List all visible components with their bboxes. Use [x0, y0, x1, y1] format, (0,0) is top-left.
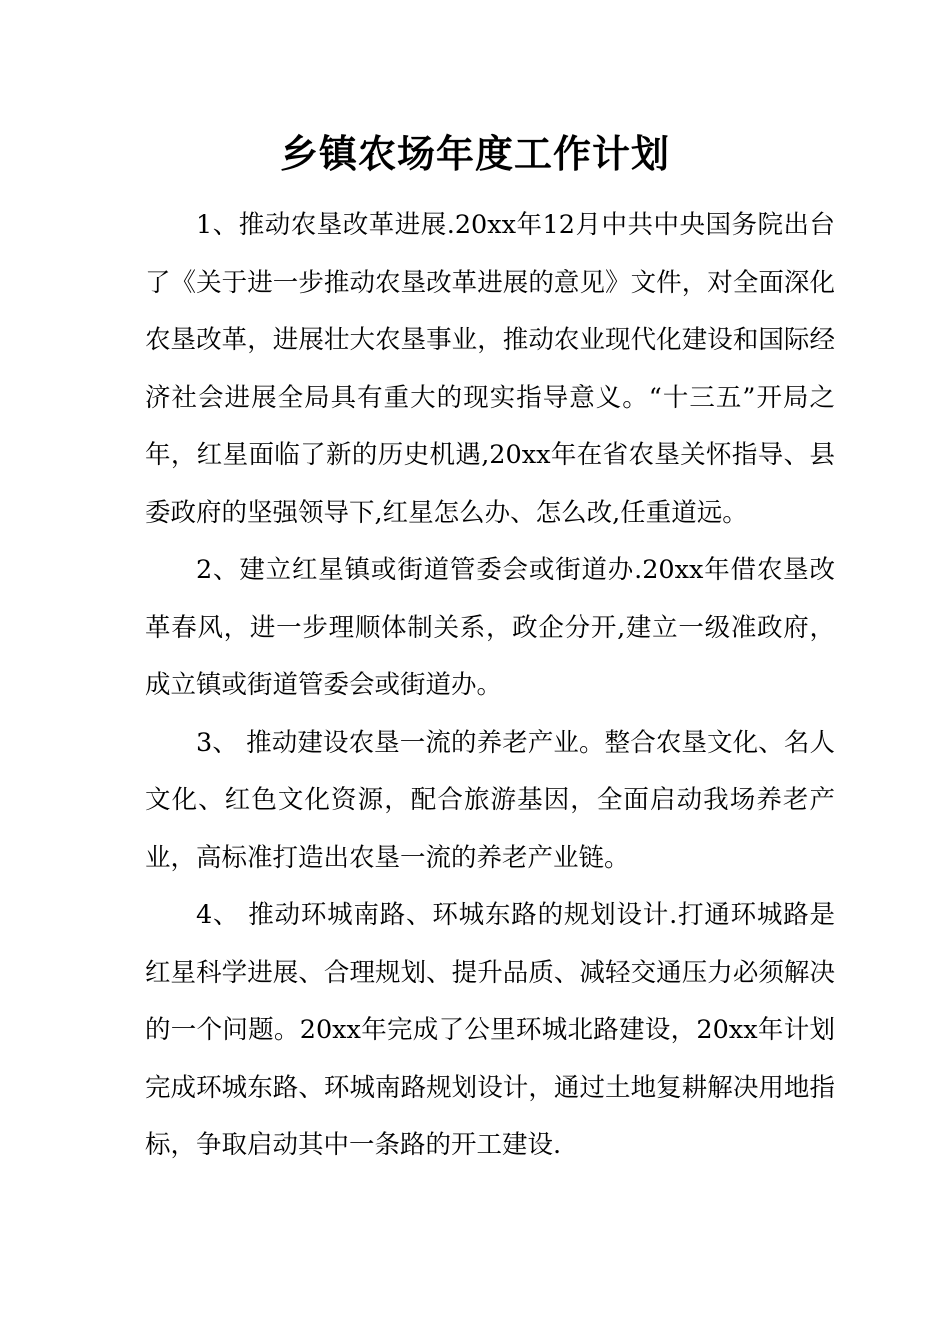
paragraph-4: 4、 推动环城南路、环城东路的规划设计.打通环城路是红星科学进展、合理规划、提升品质、减轻交通压力必须解决的一个问题。20xx年完成了公里环城北路建设，20xx年计划完成环城东路、环城南路规划设计，通过土地复耕解决用地指标，争取启动其中一条路的开工建设.: [145, 900, 835, 1160]
document-title: 乡镇农场年度工作计划: [279, 131, 670, 176]
document-body: [145, 197, 835, 1175]
paragraph-3: 3、 推动建设农垦一流的养老产业。整合农垦文化、名人文化、红色文化资源，配合旅游基因，全面启动我场养老产业，高标准打造出农垦一流的养老产业链。: [145, 727, 835, 873]
paragraph-1: 1、推动农垦改革进展.20xx年12月中共中央国务院出台了《关于进一步推动农垦改革进展的意见》文件，对全面深化农垦改革，进展壮大农垦事业，推动农业现代化建设和国际经济社会进展全局具有重大的现实指导意义。“十三五”开局之年，红星面临了新的历史机遇,20xx年在省农垦关怀指导、县委政府的坚强领导下,红星怎么办、怎么改,任重道远。: [145, 210, 835, 528]
paragraph-2: 2、建立红星镇或街道管委会或街道办.20xx年借农垦改革春风，进一步理顺体制关系，政企分开,建立一级准政府，成立镇或街道管委会或街道办。: [145, 555, 835, 700]
